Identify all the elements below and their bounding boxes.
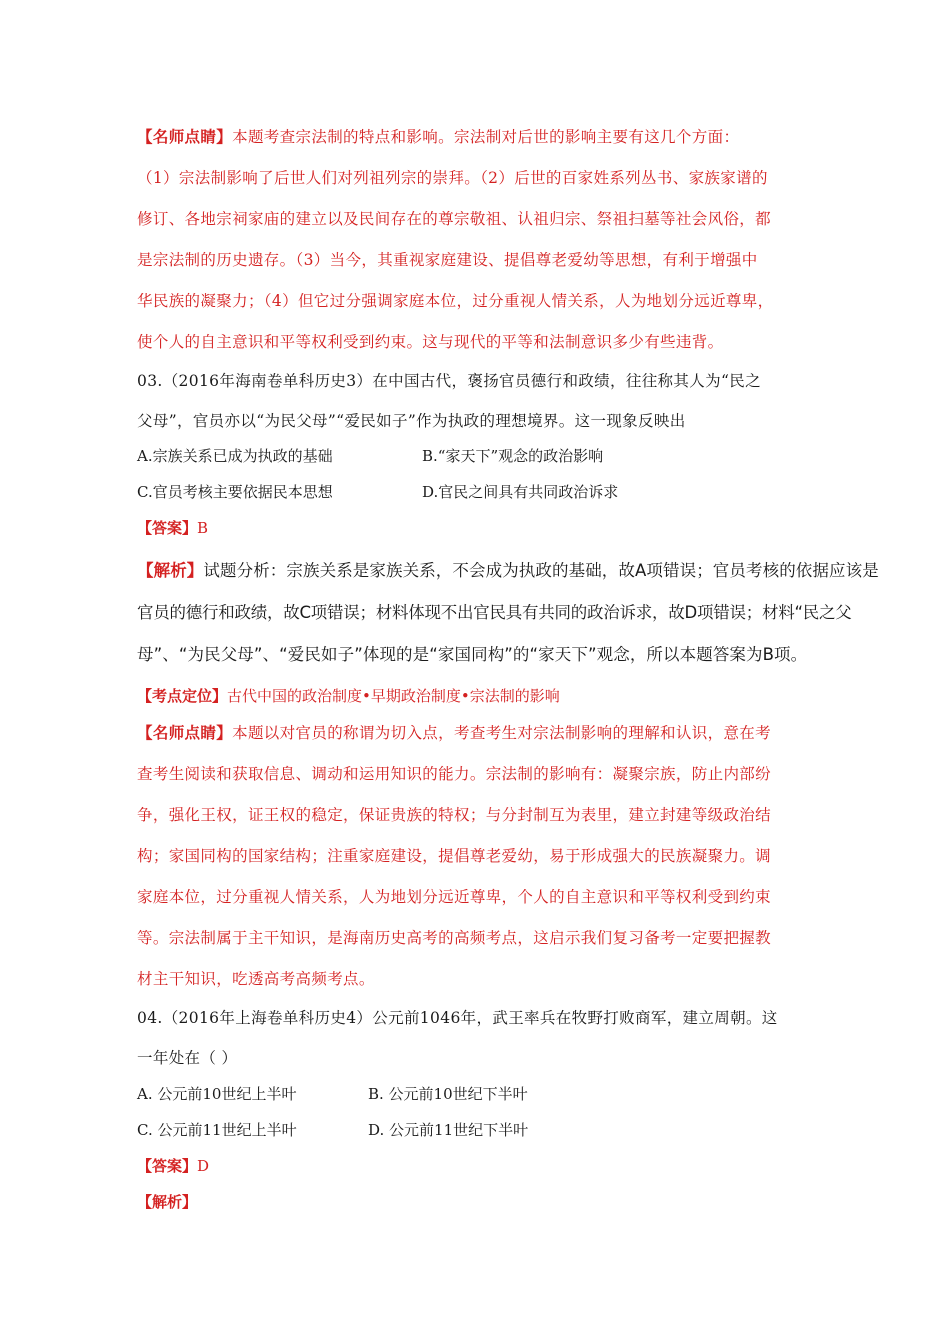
answer-label: 【答案】: [137, 1157, 198, 1175]
analysis-label: 【解析】: [137, 1193, 198, 1211]
tip-line: （1）宗法制影响了后世人们对列祖列宗的崇拜。（2）后世的百家姓系列丛书、家族家谱的: [137, 169, 768, 187]
answer-value: D: [197, 1157, 210, 1175]
option-b: B.“家天下”观念的政治影响: [422, 447, 604, 465]
option-d: D. 公元前11世纪下半叶: [368, 1121, 529, 1139]
question-stem-line: 父母”，官员亦以“为民父母”“爱民如子”作为执政的理想境界。这一现象反映出: [137, 412, 686, 430]
analysis-line: 母”、“为民父母”、“爱民如子”体现的是“家国同构”的“家天下”观念，所以本题答案为B项。: [137, 645, 808, 664]
answer-value: B: [197, 519, 209, 537]
question-stem-line: 04.（2016年上海卷单科历史4）公元前1046年，武王率兵在牧野打败商军，建立周朝。这: [137, 1009, 778, 1027]
question-stem-line: 03.（2016年海南卷单科历史3）在中国古代，褒扬官员德行和政绩，往往称其人为“民之: [137, 372, 761, 390]
option-b: B. 公元前10世纪下半叶: [368, 1085, 528, 1103]
tip-line: 材主干知识，吃透高考高频考点。: [137, 970, 375, 988]
tip-line: 构；家国同构的国家结构；注重家庭建设，提倡尊老爱幼，易于形成强大的民族凝聚力。调: [137, 847, 772, 865]
analysis-line: 【解析】试题分析：宗族关系是家族关系，不会成为执政的基础，故A项错误；官员考核的依据应该是: [137, 561, 879, 580]
option-c: C.官员考核主要依据民本思想: [137, 483, 333, 501]
tip-line: 修订、各地宗祠家庙的建立以及民间存在的尊宗敬祖、认祖归宗、祭祖扫墓等社会风俗，都: [137, 210, 772, 228]
question-4: [137, 998, 809, 1077]
answer-line: [137, 1148, 209, 1184]
answer-line: [137, 510, 208, 546]
tip-line: 是宗法制的历史遗存。（3）当今，其重视家庭建设、提倡尊老爱幼等思想，有利于增强中: [137, 251, 758, 269]
tip-line: 争，强化王权，证王权的稳定，保证贵族的特权；与分封制互为表里，建立封建等级政治结: [137, 806, 772, 824]
option-c: C. 公元前11世纪上半叶: [137, 1121, 297, 1139]
tip-label: 【名师点睛】: [137, 723, 233, 742]
analysis-line: 官员的德行和政绩，故C项错误；材料体现不出官民具有共同的政治诉求，故D项错误；材料“民之父: [137, 603, 852, 622]
analysis-block: [137, 550, 879, 676]
question-stem-line: 一年处在（ ）: [137, 1049, 238, 1067]
option-a: A.宗族关系已成为执政的基础: [137, 447, 333, 465]
tip-line: 使个人的自主意识和平等权利受到约束。这与现代的平等和法制意识多少有些违背。: [137, 333, 724, 351]
option-d: D.官民之间具有共同政治诉求: [422, 483, 619, 501]
answer-label: 【答案】: [137, 519, 198, 537]
tip-line: 家庭本位，过分重视人情关系，人为地划分远近尊卑，个人的自主意识和平等权利受到约束: [137, 888, 772, 906]
tip-label: 【名师点睛】: [137, 127, 233, 146]
analysis-label-line: [137, 1184, 197, 1220]
analysis-label: 【解析】: [137, 561, 204, 580]
tip-block-1: [137, 116, 809, 363]
tip-line: 【名师点睛】本题以对官员的称谓为切入点，考查考生对宗法制影响的理解和认识，意在考: [137, 723, 772, 742]
tip-line: 华民族的凝聚力；（4）但它过分强调家庭本位，过分重视人情关系，人为地划分远近尊卑，: [137, 292, 774, 310]
point-line: 【考点定位】古代中国的政治制度•早期政治制度•宗法制的影响: [137, 687, 560, 705]
tip-block-2: [137, 712, 809, 1000]
point-label: 【考点定位】: [137, 687, 228, 705]
question-3: [137, 361, 809, 440]
tip-line: 查考生阅读和获取信息、调动和运用知识的能力。宗法制的影响有：凝聚宗族，防止内部纷: [137, 765, 772, 783]
tip-line: 等。宗法制属于主干知识，是海南历史高考的高频考点，这启示我们复习备考一定要把握教: [137, 929, 772, 947]
tip-line: 【名师点睛】本题考查宗法制的特点和影响。宗法制对后世的影响主要有这几个方面：: [137, 127, 740, 146]
option-a: A. 公元前10世纪上半叶: [137, 1085, 297, 1103]
